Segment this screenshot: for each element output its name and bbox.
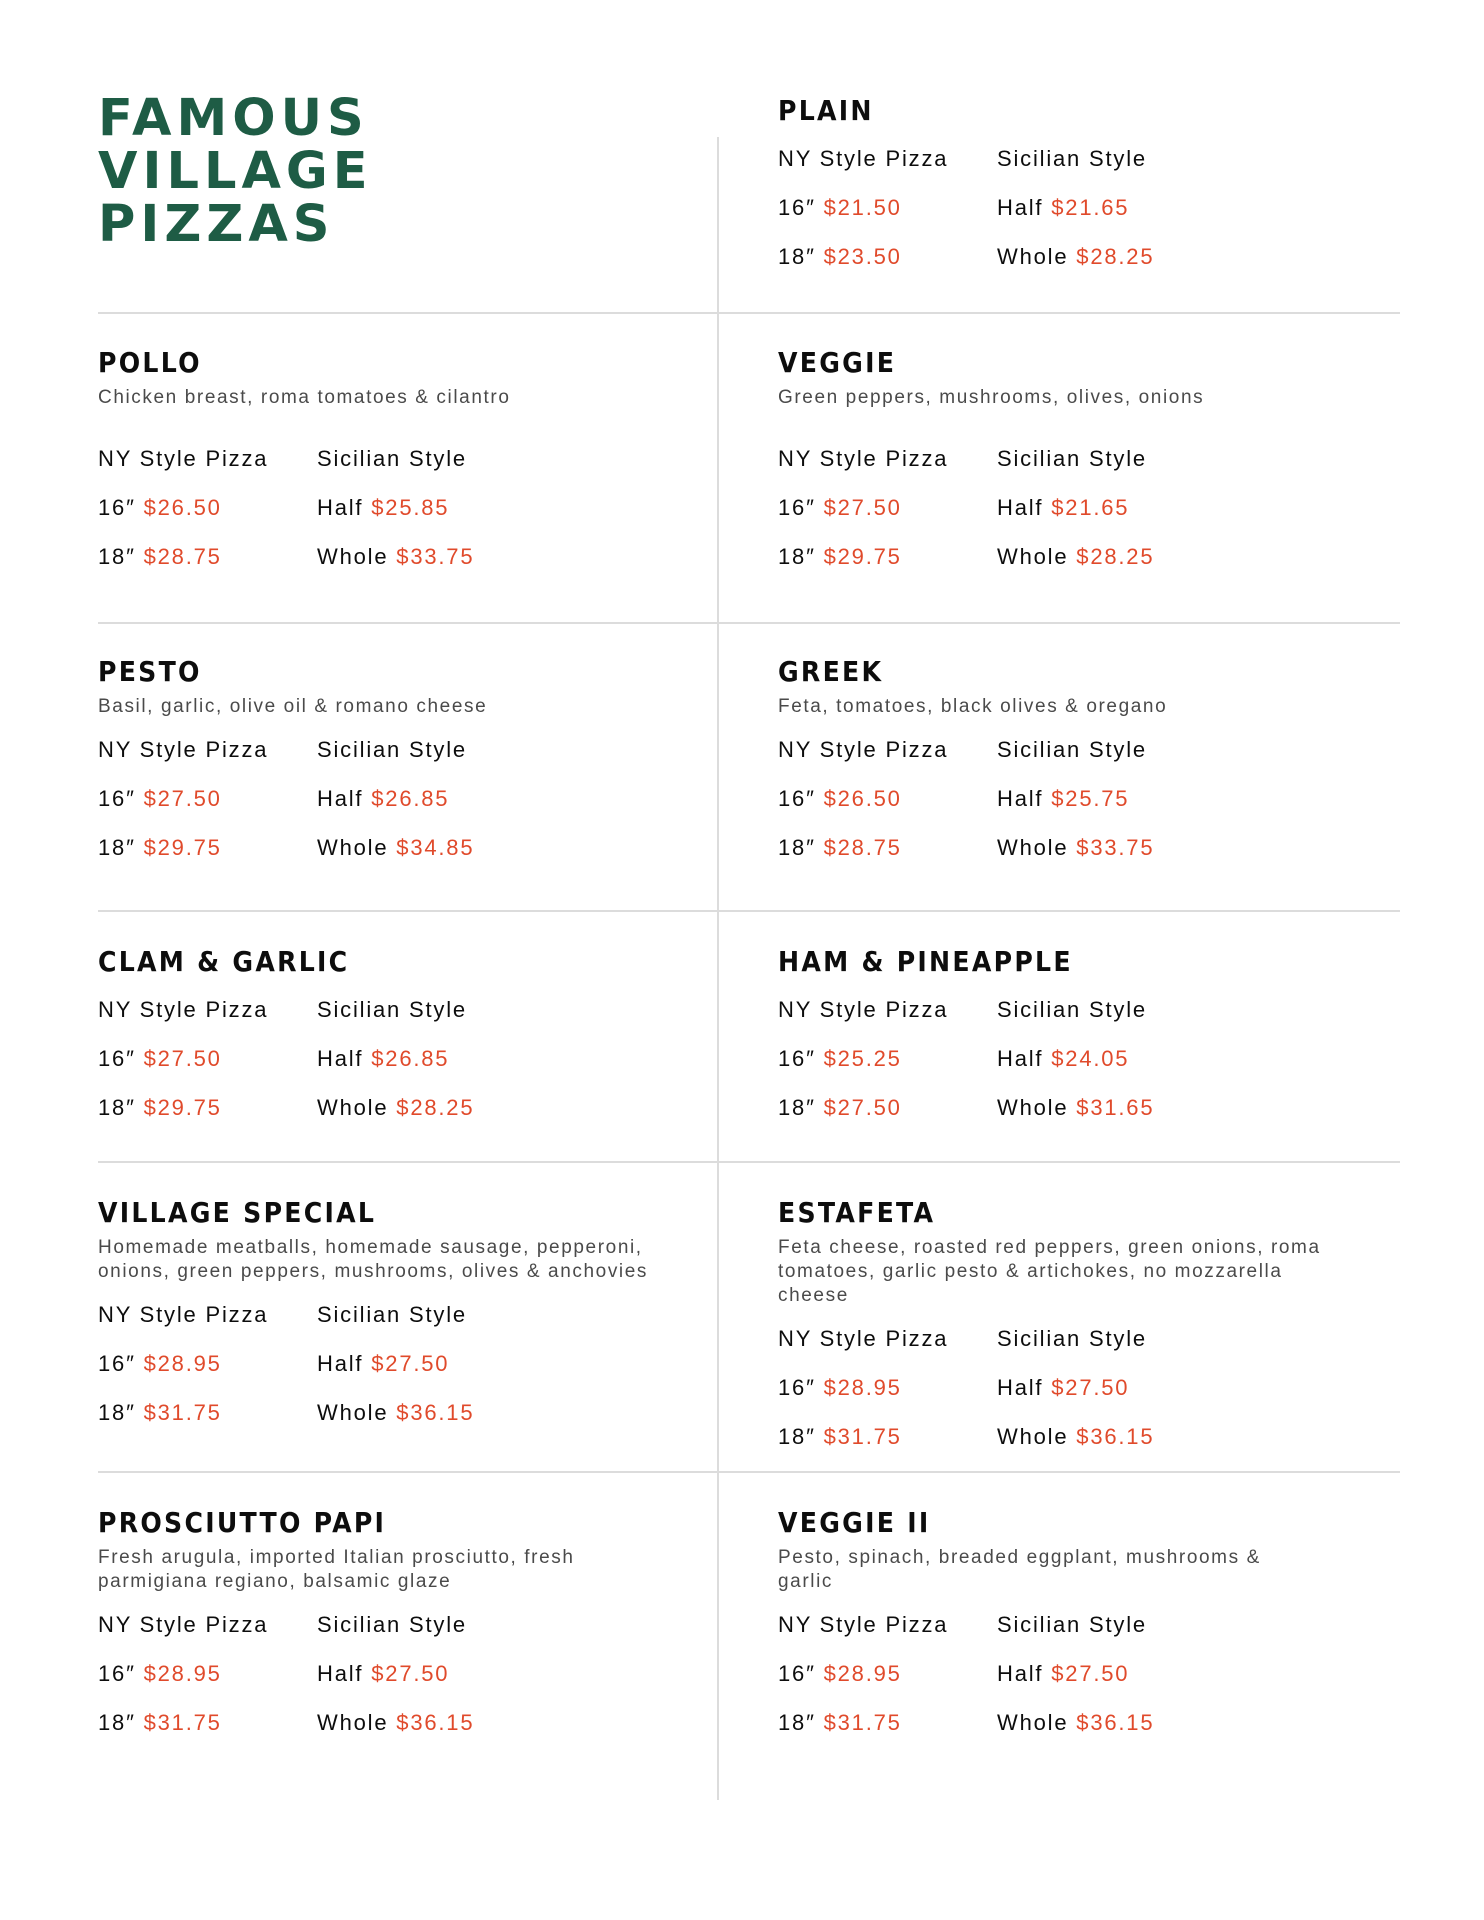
price-value: $28.25 — [1076, 544, 1155, 569]
price-16-inch — [98, 1339, 317, 1388]
price-half — [317, 1339, 678, 1388]
ny-style-label: NY Style Pizza — [778, 446, 949, 471]
price-whole — [997, 1083, 1358, 1132]
pizza-description: Homemade meatballs, homemade sausage, pepperoni, onions, green peppers, mushrooms, olives & anchovies — [98, 1237, 649, 1282]
price-value: $28.95 — [143, 1351, 222, 1376]
page-title — [98, 89, 373, 254]
sicilian-style-label: Sicilian Style — [317, 997, 467, 1022]
price-grid — [98, 1600, 678, 1747]
ny-style-label: NY Style Pizza — [778, 737, 949, 762]
size-label: 16″ — [98, 495, 136, 520]
price-value: $23.50 — [823, 244, 902, 269]
price-value: $25.85 — [371, 495, 450, 520]
size-label: 18″ — [98, 1095, 136, 1120]
size-label: Whole — [997, 835, 1069, 860]
menu-item-greek — [778, 655, 1358, 872]
size-label: 18″ — [778, 1424, 816, 1449]
menu-item-estafeta — [778, 1196, 1358, 1461]
price-value: $27.50 — [1051, 1661, 1130, 1686]
size-label: 18″ — [778, 244, 816, 269]
price-half — [997, 774, 1358, 823]
sicilian-style-label: Sicilian Style — [997, 997, 1147, 1022]
row-divider — [98, 1161, 1400, 1163]
title-line: PIZZAS — [98, 195, 335, 254]
size-label: Whole — [997, 1710, 1069, 1735]
price-value: $27.50 — [143, 786, 222, 811]
pizza-description: Pesto, spinach, breaded eggplant, mushrooms & garlic — [778, 1547, 1261, 1592]
size-label: Half — [997, 1661, 1044, 1686]
size-label: Half — [317, 1661, 364, 1686]
pizza-description: Green peppers, mushrooms, olives, onions — [778, 387, 1205, 408]
size-label: Half — [997, 195, 1044, 220]
size-label: Whole — [317, 1400, 389, 1425]
size-label: 16″ — [98, 1046, 136, 1071]
pizza-description: Feta, tomatoes, black olives & oregano — [778, 696, 1168, 717]
size-label: Whole — [997, 544, 1069, 569]
row-divider — [98, 622, 1400, 624]
price-value: $28.25 — [1076, 244, 1155, 269]
size-label: Half — [317, 1351, 364, 1376]
pizza-description: Fresh arugula, imported Italian prosciutto, fresh parmigiana regiano, balsamic glaze — [98, 1547, 575, 1592]
ny-style-label: NY Style Pizza — [778, 146, 949, 171]
menu-item-pollo — [98, 346, 678, 581]
pizza-name: PLAIN — [778, 94, 874, 127]
price-value: $27.50 — [143, 1046, 222, 1071]
size-label: 16″ — [778, 1375, 816, 1400]
pizza-name: HAM & PINEAPPLE — [778, 945, 1073, 978]
price-grid — [778, 725, 1358, 872]
price-18-inch — [778, 532, 997, 581]
ny-style-label: NY Style Pizza — [98, 737, 269, 762]
pizza-name: POLLO — [98, 346, 202, 379]
size-label: 16″ — [778, 1661, 816, 1686]
sicilian-style-label: Sicilian Style — [317, 737, 467, 762]
price-value: $21.65 — [1051, 495, 1130, 520]
price-value: $36.15 — [396, 1710, 475, 1735]
price-value: $27.50 — [371, 1661, 450, 1686]
price-16-inch — [98, 483, 317, 532]
price-value: $26.85 — [371, 786, 450, 811]
price-whole — [317, 532, 678, 581]
size-label: Whole — [997, 244, 1069, 269]
size-label: 18″ — [98, 835, 136, 860]
price-whole — [997, 1698, 1358, 1747]
menu-item-plain — [778, 94, 1358, 281]
price-18-inch — [98, 1388, 317, 1437]
price-value: $28.95 — [143, 1661, 222, 1686]
price-grid — [98, 725, 678, 872]
size-label: 16″ — [98, 786, 136, 811]
sicilian-style-label: Sicilian Style — [997, 737, 1147, 762]
price-value: $27.50 — [823, 1095, 902, 1120]
price-16-inch — [778, 1363, 997, 1412]
price-16-inch — [778, 483, 997, 532]
price-value: $36.15 — [396, 1400, 475, 1425]
ny-style-label: NY Style Pizza — [98, 1302, 269, 1327]
price-value: $25.75 — [1051, 786, 1130, 811]
size-label: Whole — [317, 1095, 389, 1120]
pizza-name: VILLAGE SPECIAL — [98, 1196, 377, 1229]
size-label: Half — [317, 495, 364, 520]
price-whole — [317, 1698, 678, 1747]
ny-style-label: NY Style Pizza — [98, 446, 269, 471]
price-half — [997, 1034, 1358, 1083]
price-value: $34.85 — [396, 835, 475, 860]
size-label: Half — [997, 1375, 1044, 1400]
row-divider — [98, 1471, 1400, 1473]
price-18-inch — [778, 1412, 997, 1461]
pizza-name: VEGGIE II — [778, 1506, 931, 1539]
sicilian-style-label: Sicilian Style — [317, 1612, 467, 1637]
price-18-inch — [778, 1083, 997, 1132]
menu-item-village-special — [98, 1196, 678, 1437]
price-value: $29.75 — [823, 544, 902, 569]
price-half — [997, 1649, 1358, 1698]
price-value: $33.75 — [396, 544, 475, 569]
price-value: $27.50 — [371, 1351, 450, 1376]
price-value: $28.75 — [143, 544, 222, 569]
size-label: 16″ — [778, 1046, 816, 1071]
pizza-name: GREEK — [778, 655, 884, 688]
title-line: VILLAGE — [98, 142, 373, 201]
price-whole — [317, 823, 678, 872]
price-value: $28.95 — [823, 1375, 902, 1400]
price-16-inch — [778, 1649, 997, 1698]
menu-item-clam-garlic — [98, 945, 678, 1132]
price-16-inch — [98, 1034, 317, 1083]
price-grid — [778, 1600, 1358, 1747]
ny-style-label: NY Style Pizza — [98, 997, 269, 1022]
pizza-description: Feta cheese, roasted red peppers, green onions, roma tomatoes, garlic pesto & artichokes, no mozzarella cheese — [778, 1237, 1321, 1306]
column-divider — [717, 137, 719, 1800]
price-value: $31.75 — [823, 1710, 902, 1735]
price-whole — [997, 232, 1358, 281]
size-label: Whole — [317, 544, 389, 569]
price-value: $24.05 — [1051, 1046, 1130, 1071]
size-label: Whole — [997, 1424, 1069, 1449]
sicilian-style-label: Sicilian Style — [317, 1302, 467, 1327]
price-18-inch — [98, 1698, 317, 1747]
price-half — [997, 483, 1358, 532]
price-half — [317, 1034, 678, 1083]
size-label: 18″ — [98, 1710, 136, 1735]
price-value: $36.15 — [1076, 1710, 1155, 1735]
price-whole — [317, 1083, 678, 1132]
menu-item-veggie — [778, 346, 1358, 581]
price-value: $25.25 — [823, 1046, 902, 1071]
pizza-name: PROSCIUTTO PAPI — [98, 1506, 387, 1539]
title-line: FAMOUS — [98, 89, 369, 148]
price-18-inch — [98, 823, 317, 872]
sicilian-style-label: Sicilian Style — [317, 446, 467, 471]
price-grid — [98, 434, 678, 581]
menu-item-prosciutto-papi — [98, 1506, 678, 1747]
price-value: $21.50 — [823, 195, 902, 220]
price-16-inch — [778, 774, 997, 823]
price-value: $27.50 — [823, 495, 902, 520]
size-label: Half — [317, 1046, 364, 1071]
ny-style-label: NY Style Pizza — [778, 1612, 949, 1637]
price-half — [997, 183, 1358, 232]
price-16-inch — [778, 183, 997, 232]
menu-item-pesto — [98, 655, 678, 872]
price-half — [317, 483, 678, 532]
size-label: 18″ — [98, 544, 136, 569]
row-divider — [98, 312, 1400, 314]
pizza-name: VEGGIE — [778, 346, 897, 379]
price-18-inch — [98, 1083, 317, 1132]
price-value: $28.25 — [396, 1095, 475, 1120]
price-value: $31.75 — [143, 1400, 222, 1425]
price-value: $27.50 — [1051, 1375, 1130, 1400]
price-value: $29.75 — [143, 1095, 222, 1120]
price-value: $33.75 — [1076, 835, 1155, 860]
size-label: Half — [997, 495, 1044, 520]
size-label: 18″ — [778, 835, 816, 860]
price-value: $29.75 — [143, 835, 222, 860]
price-18-inch — [98, 532, 317, 581]
price-grid — [98, 1290, 678, 1437]
price-value: $31.75 — [823, 1424, 902, 1449]
price-value: $31.65 — [1076, 1095, 1155, 1120]
pizza-name: CLAM & GARLIC — [98, 945, 350, 978]
size-label: Whole — [317, 835, 389, 860]
price-value: $26.50 — [823, 786, 902, 811]
size-label: 18″ — [98, 1400, 136, 1425]
pizza-name: ESTAFETA — [778, 1196, 936, 1229]
sicilian-style-label: Sicilian Style — [997, 1612, 1147, 1637]
price-value: $31.75 — [143, 1710, 222, 1735]
sicilian-style-label: Sicilian Style — [997, 446, 1147, 471]
size-label: 16″ — [98, 1661, 136, 1686]
menu-item-veggie-ii — [778, 1506, 1358, 1747]
size-label: Half — [997, 1046, 1044, 1071]
price-whole — [997, 1412, 1358, 1461]
pizza-name: PESTO — [98, 655, 202, 688]
price-value: $21.65 — [1051, 195, 1130, 220]
price-whole — [997, 823, 1358, 872]
size-label: 18″ — [778, 544, 816, 569]
ny-style-label: NY Style Pizza — [778, 997, 949, 1022]
pizza-description: Basil, garlic, olive oil & romano cheese — [98, 696, 488, 717]
price-16-inch — [98, 774, 317, 823]
size-label: Whole — [997, 1095, 1069, 1120]
price-whole — [997, 532, 1358, 581]
price-grid — [778, 434, 1358, 581]
size-label: 18″ — [778, 1710, 816, 1735]
price-grid — [778, 134, 1358, 281]
size-label: Whole — [317, 1710, 389, 1735]
price-half — [317, 774, 678, 823]
price-grid — [98, 985, 678, 1132]
price-18-inch — [778, 823, 997, 872]
size-label: 16″ — [778, 195, 816, 220]
size-label: Half — [997, 786, 1044, 811]
price-value: $36.15 — [1076, 1424, 1155, 1449]
sicilian-style-label: Sicilian Style — [997, 146, 1147, 171]
size-label: 16″ — [98, 1351, 136, 1376]
price-grid — [778, 985, 1358, 1132]
price-grid — [778, 1314, 1358, 1461]
price-16-inch — [778, 1034, 997, 1083]
price-half — [317, 1649, 678, 1698]
price-value: $28.95 — [823, 1661, 902, 1686]
price-half — [997, 1363, 1358, 1412]
price-value: $26.85 — [371, 1046, 450, 1071]
ny-style-label: NY Style Pizza — [98, 1612, 269, 1637]
size-label: Half — [317, 786, 364, 811]
size-label: 18″ — [778, 1095, 816, 1120]
price-value: $26.50 — [143, 495, 222, 520]
menu-item-ham-pineapple — [778, 945, 1358, 1132]
price-16-inch — [98, 1649, 317, 1698]
price-whole — [317, 1388, 678, 1437]
size-label: 16″ — [778, 786, 816, 811]
pizza-description: Chicken breast, roma tomatoes & cilantro — [98, 387, 511, 408]
row-divider — [98, 910, 1400, 912]
ny-style-label: NY Style Pizza — [778, 1326, 949, 1351]
price-18-inch — [778, 1698, 997, 1747]
size-label: 16″ — [778, 495, 816, 520]
price-18-inch — [778, 232, 997, 281]
price-value: $28.75 — [823, 835, 902, 860]
sicilian-style-label: Sicilian Style — [997, 1326, 1147, 1351]
